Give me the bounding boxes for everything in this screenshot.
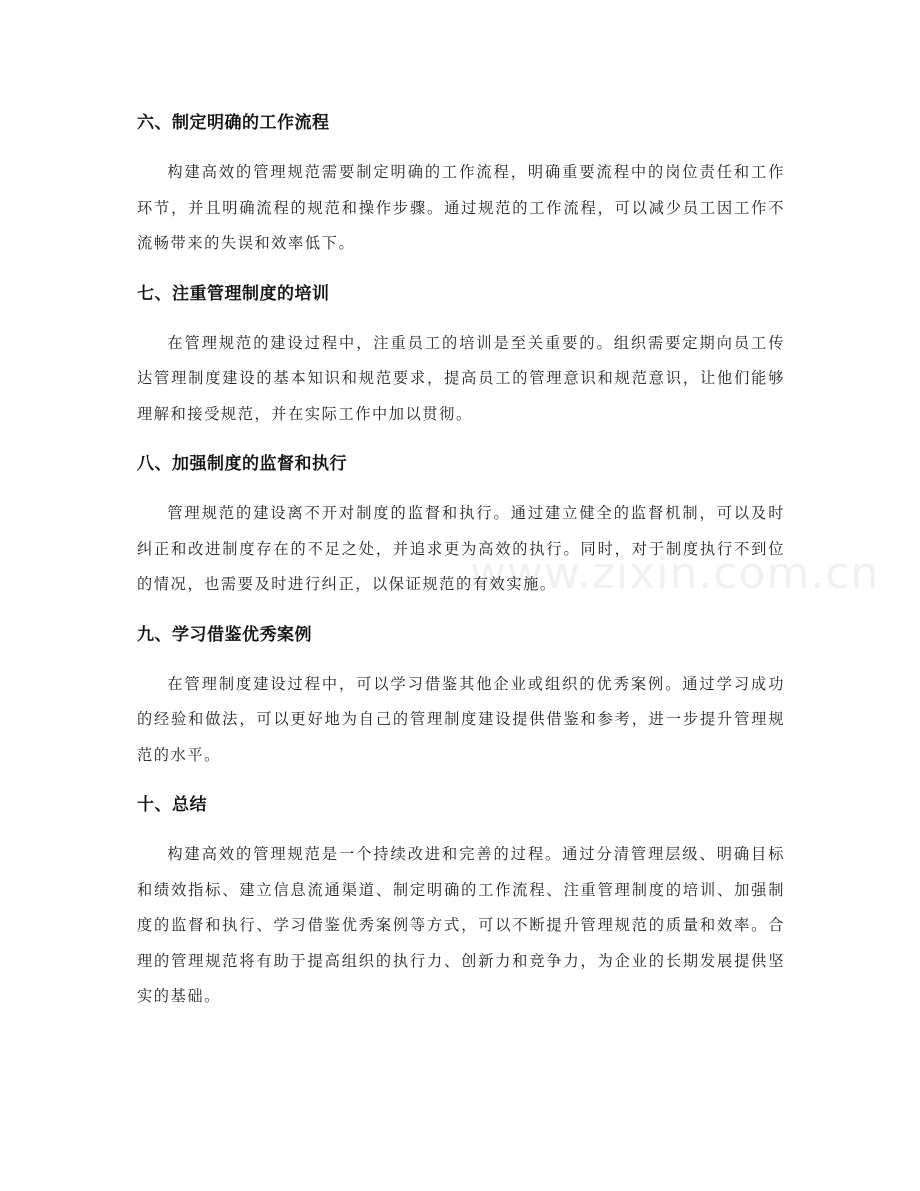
section-6 [137,105,785,262]
section-heading: 七、注重管理制度的培训 [137,283,330,304]
section-paragraph: 构建高效的管理规范需要制定明确的工作流程，明确重要流程中的岗位责任和工作环节，并且明确流程的规范和操作步骤。通过规范的工作流程，可以减少员工因工作不流畅带来的失误和效率低下。 [137,163,785,252]
section-8 [137,446,785,603]
section-9 [137,617,785,774]
section-paragraph: 在管理规范的建设过程中，注重员工的培训是至关重要的。组织需要定期向员工传达管理制度建设的基本知识和规范要求，提高员工的管理意识和规范意识，让他们能够理解和接受规范，并在实际工作中加以贯彻。 [137,333,785,423]
document-content [137,105,785,1029]
section-heading: 十、总结 [137,795,207,815]
section-heading: 九、学习借鉴优秀案例 [137,624,312,645]
section-paragraph: 管理规范的建设离不开对制度的监督和执行。通过建立健全的监督机制，可以及时纠正和改进制度存在的不足之处，并追求更为高效的执行。同时，对于制度执行不到位的情况，也需要及时进行纠正，以保证规范的有效实施。 [137,504,785,593]
section-paragraph: 在管理制度建设过程中，可以学习借鉴其他企业或组织的优秀案例。通过学习成功的经验和做法，可以更好地为自己的管理制度建设提供借鉴和参考，进一步提升管理规范的水平。 [137,674,785,764]
section-7 [137,276,785,433]
section-heading: 八、加强制度的监督和执行 [137,454,347,474]
section-10 [137,787,785,1015]
watermark: www.zixin.com.cn [470,548,880,599]
section-paragraph: 构建高效的管理规范是一个持续改进和完善的过程。通过分清管理层级、明确目标和绩效指标、建立信息流通渠道、制定明确的工作流程、注重管理制度的培训、加强制度的监督和执行、学习借鉴优秀案例等方式，可以不断提升管理规范的质量和效率。合理的管理规范将有助于提高组织的执行力、创新力和竞争力，为企业的长期发展提供坚实的基础。 [137,845,785,1005]
section-heading: 六、制定明确的工作流程 [137,113,330,133]
